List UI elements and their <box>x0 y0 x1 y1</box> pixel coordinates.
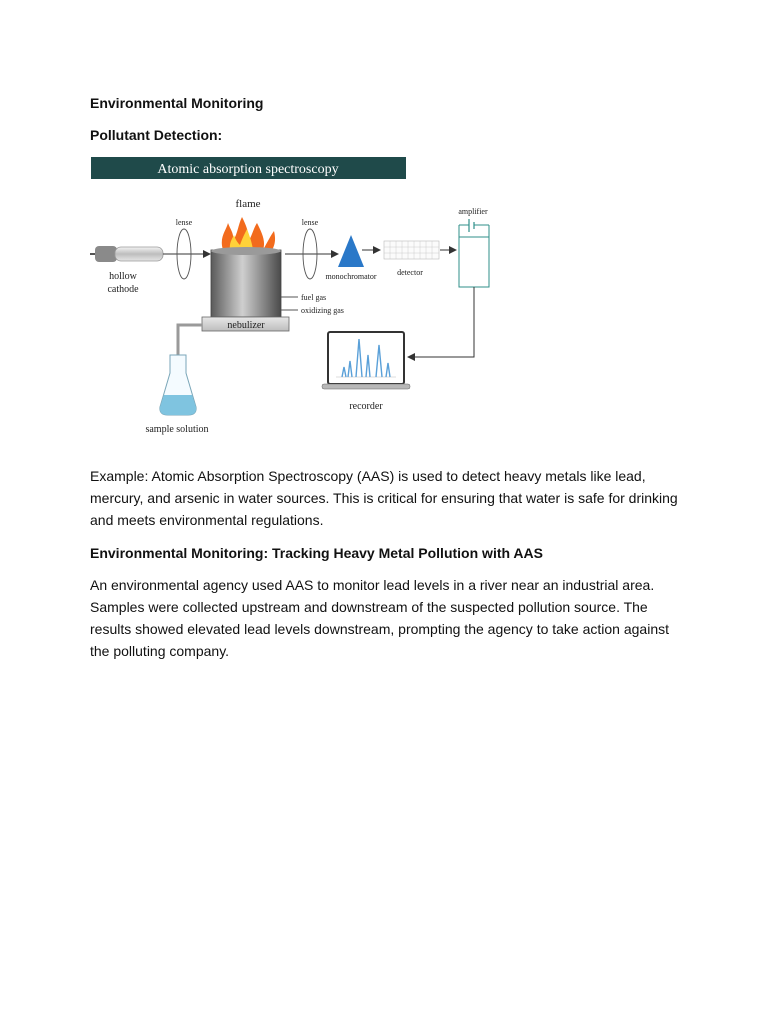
amplifier-icon <box>459 219 489 287</box>
case-study-heading: Environmental Monitoring: Tracking Heavy Metal Pollution with AAS <box>90 545 543 561</box>
subsection-heading: Pollutant Detection: <box>90 127 223 143</box>
monochromator-icon <box>338 235 364 267</box>
oxidizing-gas-label: oxidizing gas <box>301 306 344 315</box>
detector-icon <box>384 241 439 259</box>
flame-icon <box>222 217 275 250</box>
sample-flask-icon <box>160 355 196 415</box>
monochromator-label: monochromator <box>325 272 377 281</box>
hollow-label: hollow <box>109 271 137 282</box>
hollow-cathode-lamp-icon <box>90 246 163 262</box>
nebulizer-label: nebulizer <box>227 320 265 331</box>
burner-icon <box>211 250 281 317</box>
section-heading: Environmental Monitoring <box>90 95 264 111</box>
flame-label: flame <box>235 198 261 210</box>
detector-label: detector <box>397 268 423 277</box>
right-lense-label: lense <box>301 218 319 227</box>
case-study-paragraph: An environmental agency used AAS to monitor lead levels in a river near an industrial area. Samples were collected upstream and downstream of the suspected pollution source. The results showed elevated lead levels downstream, prompting the agency to take action against the polluting company. <box>90 577 670 659</box>
cathode-label: cathode <box>107 284 139 295</box>
recorder-laptop-icon <box>322 332 410 389</box>
recorder-label: recorder <box>349 401 383 412</box>
example-paragraph: Example: Atomic Absorption Spectroscopy (AAS) is used to detect heavy metals like lead, mercury, and arsenic in water sources. This is critical for ensuring that water is safe for drinking and meets environmental regulations. <box>90 468 678 528</box>
diagram-banner-title: Atomic absorption spectroscopy <box>157 162 339 177</box>
sample-solution-label: sample solution <box>145 424 209 435</box>
amplifier-label: amplifier <box>458 207 488 216</box>
fuel-gas-label: fuel gas <box>301 293 327 302</box>
aas-diagram <box>90 155 510 440</box>
left-lense-label: lense <box>175 218 193 227</box>
